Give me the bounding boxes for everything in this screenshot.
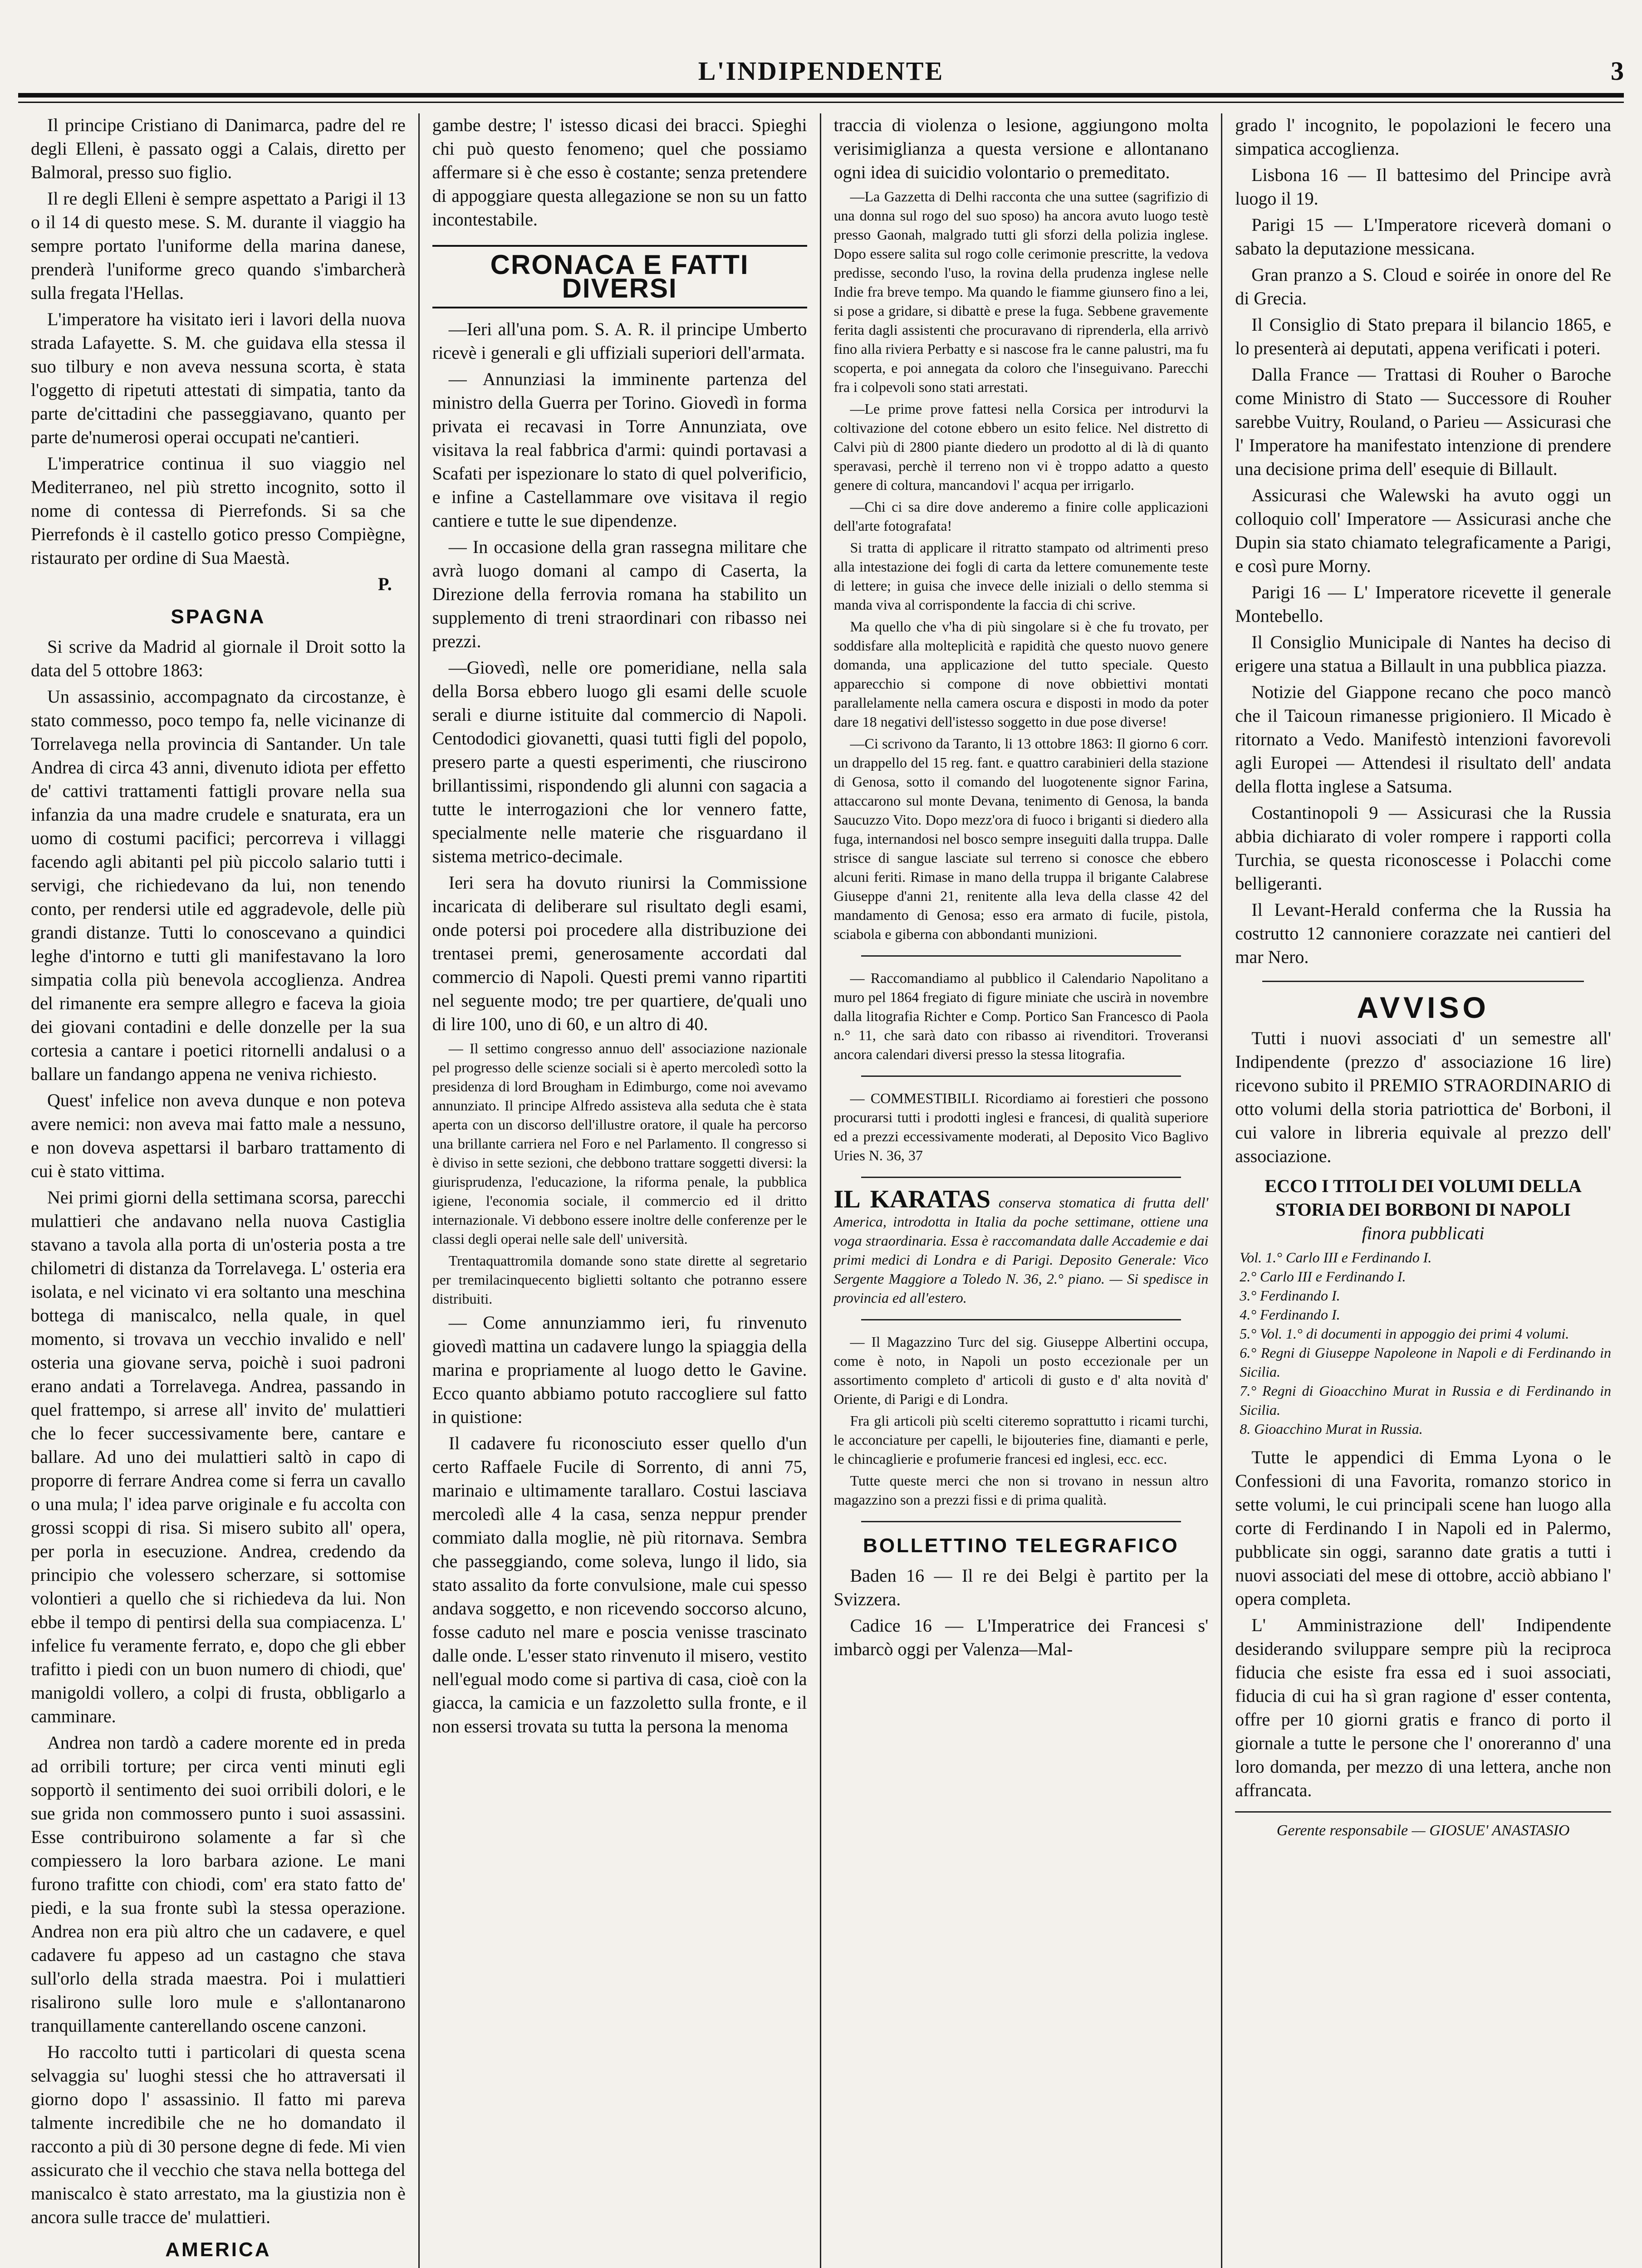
paragraph: Tutte le appendici di Emma Lyona o le Confessioni di una Favorita, romanzo storico in sette volumi, le cui principali scene han luogo alla corte di Ferdinando I in Napoli ed in Palermo, pubblicate sin oggi, saranno date gratis a tutti i nuovi associati del mese di ottobre, acciò abbiano l' opera completa.	[1235, 1447, 1611, 1609]
volume-list	[1235, 1248, 1611, 1438]
news-item: —Chi ci sa dire dove anderemo a finire colle applicazioni dell'arte fotografata!	[833, 499, 1209, 534]
telegram-item: Il Levant-Herald conferma che la Russia ha costrutto 12 cannoniere corazzate nei cantieri del mar Nero.	[1235, 899, 1611, 967]
advertisement-calendario: — Raccomandiamo al pubblico il Calendario Napolitano a muro pel 1864 fregiato di figure miniate che uscirà in novembre dalla litografia Richter e Comp. Portico San Francesco di Paola n.° 11, che sarà dato con ribasso ai rivenditori. Troveransi ancora calendari diversi presso la stessa litografia.	[833, 970, 1209, 1062]
section-heading-avviso: AVVISO	[1357, 991, 1490, 1024]
page-number: 3	[1610, 56, 1624, 86]
signature: P.	[377, 574, 392, 594]
news-item: — Annunziasi la imminente partenza del ministro della Guerra per Torino. Giovedì in forma privata ei recavasi in Torre Annunziata, ove visitava la real fabbrica d'armi: quindi portavasi a Scafati per ispezionare lo stato di quel polverificio, e infine a Castellammare ove visitava il regio cantiere e tutte le sue dipendenze.	[432, 369, 807, 531]
columns	[18, 113, 1624, 2268]
volume-item: 4.° Ferdinando I.	[1240, 1306, 1340, 1323]
advertisement-magazzino: Fra gli articoli più scelti citeremo soprattutto i ricami turchi, le acconciature per capelli, le bijouteries fine, diamanti e perle, le chincaglierie e profumerie francesi ed inglesi, ecc. ecc.	[833, 1413, 1209, 1467]
news-item: — In occasione della gran rassegna militare che avrà luogo domani al campo di Caserta, la Direzione della ferrovia romana ha stabilito un supplemento di treni straordinari con ribasso nei prezzi.	[432, 537, 807, 651]
news-item: Ma quello che v'ha di più singolare si è che fu trovato, per soddisfare alla molteplicità e rapidità che questo nuovo genere domanda, una applicazione del tutto speciale. Questo apparecchio si compone di nove obbiettivi montati parallelamente nella camera oscura e disposti in modo da poter dare 18 negativi dell'istesso soggetto in due pose diverse!	[833, 618, 1209, 730]
volume-item: 5.° Vol. 1.° di documenti in appoggio dei primi 4 volumi.	[1240, 1325, 1569, 1342]
telegram-item: Costantinopoli 9 — Assicurasi che la Russia abbia dichiarato di voler rompere i rapporti colla Turchia, se questa riconoscesse i Polacchi come belligeranti.	[1235, 802, 1611, 894]
divider	[861, 1521, 1181, 1522]
telegram-item: Cadice 16 — L'Imperatrice dei Francesi s' imbarcò oggi per Valenza—Mal-	[833, 1615, 1209, 1659]
paragraph: Un assassinio, accompagnato da circostanze, è stato commesso, poco tempo fa, nelle vicinanze di Torrelavega nella provincia di Santander. Un tale Andrea di circa 43 anni, divenuto idiota per effetto de' cattivi trattamenti fattigli provare nella sua infanzia da una madre crudele e snaturata, era un uomo di costumi pacifici; percorreva i villaggi facendo agli abitanti pel più piccolo salario tutti i servigi, che richiedevano da lui, non tenendo conto, per rendersi utile ed aggradevole, delle più grandi distanze. Tutti lo conoscevano a quindici leghe d'intorno e tutti gli manifestavano la loro simpatia colla più benevola accoglienza. Andrea del rimanente era sempre allegro e faceva la gioia dei giovani contadini e delle donzelle per la sua cortesia a cantare i poetici ritornelli andalusi o a ballare un fandango appena ne veniva richiesto.	[31, 686, 406, 1084]
newspaper-title: L'INDIPENDENTE	[698, 56, 944, 86]
telegram-item: Il Consiglio di Stato prepara il bilancio 1865, e lo presenterà ai deputati, appena verificati i poteri.	[1235, 314, 1611, 358]
news-item: — Il settimo congresso annuo dell' associazione nazionale pel progresso delle scienze sociali si è aperto mercoledì sotto la presidenza di lord Brougham in Edimburgo, come noi avevamo annunziato. Il principe Alfredo assisteva alla seduta che è stata aperta con un discorso dell'illustre oratore, il quale ha percorso una brillante carriera nel Foro e nel Parlamento. Il congresso si è diviso in sette sezioni, che debbono trattare soggetti diversi: la giurisprudenza, l'educazione, la riforma penale, la pubblica igiene, l'economia sociale, il commercio ed il dritto internazionale. Vi debbono essere inoltre delle conferenze per le classi degli operai nelle sale dell' università.	[432, 1040, 807, 1247]
volume-item: Vol. 1.° Carlo III e Ferdinando I.	[1240, 1249, 1432, 1266]
section-heading-america: AMERICA	[165, 2239, 271, 2261]
volume-item: 2.° Carlo III e Ferdinando I.	[1240, 1268, 1406, 1285]
telegram-item: grado l' incognito, le popolazioni le fecero una simpatica accoglienza.	[1235, 115, 1611, 159]
advertisement-karatas	[833, 1185, 1209, 1307]
column-4	[1222, 113, 1624, 2268]
telegram-item: Dalla France — Trattasi di Rouher o Baroche come Ministro di Stato — Successore di Rouher sarebbe Vuitry, Rouland, o Parieu — Assicurasi che l' Imperatore ha manifestato intenzione di prendere una decisione prima dell' esequie di Billault.	[1235, 364, 1611, 479]
paragraph: Andrea non tardò a cadere morente ed in preda ad orribili torture; per circa venti minuti egli sopportò il sentimento dei suoi orribili dolori, e le sue grida non commossero punto i suoi assassini. Esse contribuirono solamente a far sì che compiessero la loro barbara azione. Le mani furono trafitte con chiodi, com' era stato fatto de' piedi, e la sua fronte subì la stessa operazione. Andrea non era più altro che un cadavere, e quel cadavere fu appeso ad un castagno che stava sull'orlo della strada maestra. Poi i mulattieri risalirono sulle loro mule e s'allontanarono tranquillamente canterellando oscene canzoni.	[31, 1732, 406, 2036]
telegram-item: Il Consiglio Municipale di Nantes ha deciso di erigere una statua a Billault in una pubblica piazza.	[1235, 632, 1611, 676]
paragraph: L' Amministrazione dell' Indipendente desiderando sviluppare sempre più la reciproca fiducia che esiste fra essa ed i suoi associati, fiducia di cui ha sì gran ragione d' esser contenta, offre per 10 giorni gratis e franco di porto il giornale a tutte le persone che l' onoreranno d' una loro domanda, per mezzo di una lettera, anche non affrancata.	[1235, 1615, 1611, 1800]
advertisement-commestibili: — COMMESTIBILI. Ricordiamo ai forestieri che possono procurarsi tutti i prodotti inglesi e francesi, di qualità superiore ed a prezzi eccessivamente moderati, al Deposito Vico Baglivo Uries N. 36, 37	[833, 1090, 1209, 1163]
telegram-item: Lisbona 16 — Il battesimo del Principe avrà luogo il 19.	[1235, 165, 1611, 209]
news-item: — Come annunziammo ieri, fu rinvenuto giovedì mattina un cadavere lungo la spiaggia della marina e propriamente al luogo detto le Gavine. Ecco quanto abbiamo potuto raccogliere sul fatto in quistione:	[432, 1312, 807, 1427]
news-item: traccia di violenza o lesione, aggiungono molta verisimiglianza a questa versione e allontanano ogni idea di suicidio volontario o premeditato.	[833, 115, 1209, 182]
karatas-text: conserva stomatica di frutta dell' America, introdotta in Italia da poche settimane, ottiene una voga straordinaria. Essa è raccomandata dalle Accademie e dai primi medici di Londra e di Parigi. Deposito Generale: Vico Sergente Maggiore a Toledo N. 36, 2.° piano. — Si spedisce in provincia ed all'estero.	[833, 1194, 1209, 1306]
paragraph: Il re degli Elleni è sempre aspettato a Parigi il 13 o il 14 di questo mese. S. M. durante il viaggio ha sempre portato l'uniforme della marina danese, prenderà l'uniforme greco quando s'imbarcherà sulla fregata l'Hellas.	[31, 188, 406, 303]
gerente-signature: Gerente responsabile — GIOSUE' ANASTASIO	[1235, 1811, 1611, 1843]
advertisement-magazzino: Tutte queste merci che non si trovano in nessun altro magazzino son a prezzi fissi e di prima qualità.	[833, 1472, 1209, 1508]
news-item: —La Gazzetta di Delhi racconta che una suttee (sagrifizio di una donna sul rogo del suo sposo) ha ancora avuto luogo testè presso Gaonah, malgrado tutti gli sforzi della polizia inglese. Dopo essere salita sul rogo colle cerimonie prescritte, la vedova predisse, secondo l'uso, la rovina della prudenza inglese nelle Indie fra breve tempo. Ma quando le fiamme giunsero fino a lei, si pose a gridare, si dibattè e prese la fuga. Sebbene gravemente ferita dagli assistenti che procuravano di riprenderla, ella arrivò fino alla riviera Perbatty e si nascose fra le canne palustri, ma fu scoperta, e poi annegata da coloro che l'inseguivano. Parecchi fra i colpevoli sono stati arrestati.	[833, 188, 1209, 395]
paragraph: Ho raccolto tutti i particolari di questa scena selvaggia su' luoghi stessi che ho attraversati il giorno dopo l' assassinio. Il fatto mi pareva talmente incredibile che ne ho domandato il racconto a più di 30 persone degne di fede. Mi vien assicurato che il vecchio che stava nella bottega del maniscalco è stato arrestato, ma la giustizia non è ancora sulle tracce de' mulattieri.	[31, 2042, 406, 2227]
telegram-item: Parigi 15 — L'Imperatore riceverà domani o sabato la deputazione messicana.	[1235, 215, 1611, 259]
advertisement-magazzino: — Il Magazzino Turc del sig. Giuseppe Albertini occupa, come è noto, in Napoli un posto eccezionale per un assortimento completo d' articoli di gusto e d' alta novità d' Oriente, di Parigi e di Londra.	[833, 1334, 1209, 1407]
news-item: —Le prime prove fattesi nella Corsica per introdurvi la coltivazione del cotone ebbero un esito felice. Nel distretto di Calvi più di 2800 piante diedero un prodotto al di là di quanto speravasi, perchè il terreno non vi è troppo adatto a questo genere di coltura, mancandovi l' acqua per irrigarlo.	[833, 401, 1209, 493]
column-2	[420, 113, 821, 2268]
volume-item: 6.° Regni di Giuseppe Napoleone in Napoli e di Ferdinando in Sicilia.	[1240, 1344, 1611, 1380]
divider	[861, 1177, 1181, 1178]
news-item: Trentaquattromila domande sono state dirette al segretario per tremilacinquecento biglietti soltanto che potranno essere distribuiti.	[432, 1252, 807, 1307]
news-item: —Ci scrivono da Taranto, li 13 ottobre 1863: Il giorno 6 corr. un drappello del 15 reg. fant. e quattro carabinieri della stazione di Genosa, sotto il comando del luogotenente signor Farina, attaccarono sul monte Devana, tenimento di Genosa, la banda Saucuzzo Vito. Dopo mezz'ora di fuoco i briganti si diedero alla fuga, internandosi nel bosco sempre inseguiti dalla truppa. Dalle strisce di sangue lasciate sul terreno si conosce che ebbero alcuni feriti. Rimase in mano della truppa il brigante Calabrese Giuseppe d'anni 21, renitente alla leva della classe 42 del mandamento di Genosa; esso era armato di fucile, pistola, sciabola e giberna con abbondanti munizioni.	[833, 735, 1209, 942]
divider	[861, 955, 1181, 957]
telegram-item: Notizie del Giappone recano che poco mancò che il Taicoun rimanesse prigioniero. Il Micado è ritornato a Vedo. Manifestò intenzioni favorevoli agli Europei — Attendesi il risultato dell' andata della flotta inglese a Satsuma.	[1235, 682, 1611, 797]
divider	[861, 1075, 1181, 1077]
column-1	[18, 113, 420, 2268]
paragraph: Il principe Cristiano di Danimarca, padre del re degli Elleni, è passato oggi a Calais, diretto per Balmoral, presso suo figlio.	[31, 115, 406, 182]
paragraph: L'imperatore ha visitato ieri i lavori della nuova strada Lafayette. S. M. che guidava ella stessa il suo tilbury e non aveva nessuna scorta, è stata l'oggetto di ripetuti attestati di simpatia, tanto da parte de'cittadini che passeggiavano, quanto per parte de'numerosi operai occupati ne'cantieri.	[31, 309, 406, 447]
section-heading-bollettino: BOLLETTINO TELEGRAFICO	[863, 1535, 1179, 1557]
news-item: Ieri sera ha dovuto riunirsi la Commissione incaricata di deliberare sul risultato degli esami, onde potersi poi procedere alla distribuzione dei trentasei premi, generosamente accordati dal commercio di Napoli. Questi premi vanno ripartiti nel seguente modo; tre per quartiere, de'quali uno di lire 100, uno di 60, e un altro di 40.	[432, 872, 807, 1034]
volume-item: 8. Gioacchino Murat in Russia.	[1240, 1421, 1423, 1437]
section-heading-spagna: SPAGNA	[171, 606, 266, 628]
paragraph: Quest' infelice non aveva dunque e non poteva avere nemici: non aveva mai fatto male a nessuno, e non doveva aspettarsi il barbaro trattamento di cui è stato vittima.	[31, 1090, 406, 1181]
masthead-thick-rule	[18, 93, 1624, 98]
paragraph: gambe destre; l' istesso dicasi dei bracci. Spieghi chi può questo fenomeno; quel che possiamo affermare si è che esso è costante; senza pretendere di appoggiare questa allegazione se non su un fatto incontestabile.	[432, 115, 807, 230]
divider	[861, 1319, 1181, 1320]
news-item: —Giovedì, nelle ore pomeridiane, nella sala della Borsa ebbero luogo gli esami delle scuole serali e diurne istituite dal commercio di Napoli. Centododici giovanetti, quasi tutti figli del popolo, presero parte a questi esperimenti, che riuscirono brillantissimi, rispondendo gli alunni con sagacia a tutte le interrogazioni che lor vennero fatte, specialmente nelle materie che risguardano il sistema metrico-decimale.	[432, 657, 807, 866]
telegram-item: Parigi 16 — L' Imperatore ricevette il generale Montebello.	[1235, 582, 1611, 626]
section-heading-cronaca: CRONACA E FATTI DIVERSI	[432, 245, 807, 308]
telegram-item: Gran pranzo a S. Cloud e soirée in onore del Re di Grecia.	[1235, 264, 1611, 308]
volume-titles-subheading: finora pubblicati	[1362, 1223, 1485, 1243]
masthead	[18, 36, 1624, 86]
news-item: —Ieri all'una pom. S. A. R. il principe Umberto ricevè i generali e gli uffiziali superiori dell'armata.	[432, 319, 807, 363]
paragraph: Tutti i nuovi associati d' un semestre all' Indipendente (prezzo d' associazione 16 lire) ricevono subito il PREMIO STRAORDINARIO di otto volumi della storia patriottica de' Borboni, il cui valore in libreria equivale al prezzo dell' associazione.	[1235, 1028, 1611, 1166]
masthead-thin-rule	[18, 102, 1624, 103]
paragraph: Nei primi giorni della settimana scorsa, parecchi mulattieri che andavano nella nuova Castiglia stavano a tavola alla porta di un'osteria posta a tre chilometri di distanza da Torrelavega. L' osteria era isolata, e nel vicinato vi era soltanto una meschina bottega di maniscalco, nella quale, in quel momento, si trovava un vecchio invalido e nell' osteria una giovane serva, poichè i suoi padroni erano andati a Torrelavega. Andrea, passando in quel frattempo, si arrese all' invito de' mulattieri che lo fecer successivamente bere, cantare e ballare. Ad uno dei mulattieri saltò in capo di proporre di ferrare Andrea come si ferra un cavallo o una mula; l' idea parve originale e fu accolta con grossi scoppi di risa. Si misero subito all' opera, per porla in esecuzione. Andrea, credendo da principio che volessero scherzare, si sottomise volontieri a quello che si richiedeva da lui. Non ebbe il tempo di pentirsi della sua compiacenza. L' infelice fu veramente ferrato, e, dopo che gli ebber trafitto i piedi con un buon numero di chiodi, que' manigoldi vollero, a colpi di frusta, obbligarlo a camminare.	[31, 1187, 406, 1726]
telegram-item: Baden 16 — Il re dei Belgi è partito per la Svizzera.	[833, 1565, 1209, 1609]
news-item: Il cadavere fu riconosciuto esser quello d'un certo Raffaele Fucile di Sorrento, di anni 75, marinaio e ultimamente tarallaro. Costui lasciava mercoledì alle 4 la casa, senza neppur prender commiato dalla moglie, nè più ritornava. Sembra che passeggiando, come soleva, lungo il lido, sia stato assalito da forte convulsione, male cui spesso andava soggetto, e non ricevendo soccorso alcuno, fosse caduto nel mare e poscia venisse trascinato dalle onde. L'esser stato rinvenuto il misero, vestito nell'egual modo come si partiva di casa, cioè con la giacca, la camicia e un fazzoletto sulla fronte, e il non essersi trovata su tutta la persona la menoma	[432, 1433, 807, 1736]
volume-titles-heading: ECCO I TITOLI DEI VOLUMI DELLA STORIA DEI BORBONI DI NAPOLI	[1265, 1176, 1582, 1220]
column-3	[821, 113, 1223, 2268]
karatas-name: IL KARATAS	[833, 1185, 990, 1213]
divider	[1262, 981, 1584, 982]
telegram-item: Assicurasi che Walewski ha avuto oggi un colloquio coll' Imperatore — Assicurasi anche che Dupin sia stato chiamato telegraficamente a Parigi, e così pure Morny.	[1235, 485, 1611, 576]
paragraph: Si scrive da Madrid al giornale il Droit sotto la data del 5 ottobre 1863:	[31, 636, 406, 680]
volume-item: 3.° Ferdinando I.	[1240, 1287, 1340, 1304]
news-item: Si tratta di applicare il ritratto stampato od altrimenti preso alla intestazione dei fogli di carta da lettere comunemente teste di lettere; in guisa che invece delle iniziali o dello stemma si manda viva al corrispondente la faccia di chi scrive.	[833, 539, 1209, 613]
volume-item: 7.° Regni di Gioacchino Murat in Russia e di Ferdinando in Sicilia.	[1240, 1383, 1611, 1418]
paragraph: L'imperatrice continua il suo viaggio nel Mediterraneo, nel più stretto incognito, sotto il nome di contessa di Pierrefonds. Si sa che Pierrefonds è il castello gotico presso Compiègne, ristaurato per ordine di Sua Maestà.	[31, 453, 406, 568]
